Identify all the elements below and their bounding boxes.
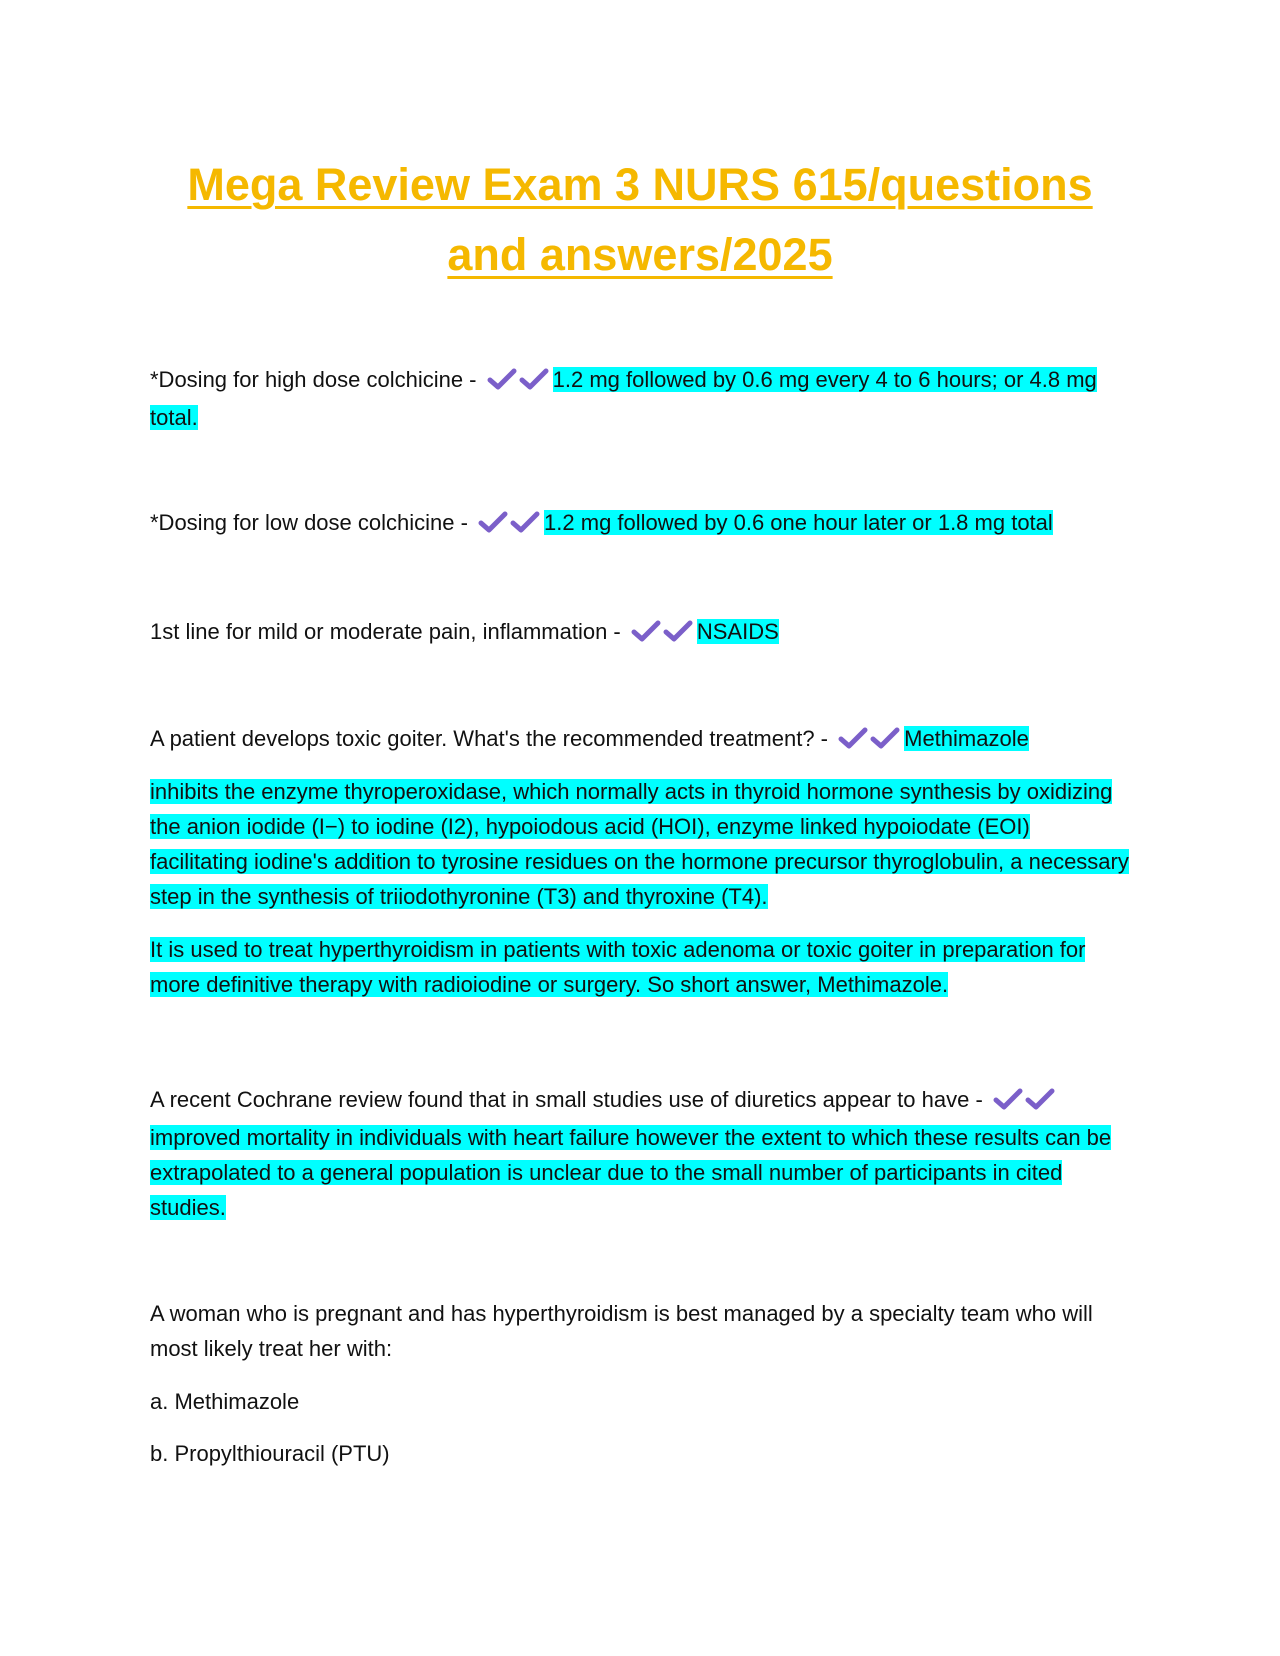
document-title: Mega Review Exam 3 NURS 615/questions and answers/2025 — [187, 159, 1093, 280]
answer-text: NSAIDS — [696, 619, 779, 644]
answer-option-a: a. Methimazole — [150, 1389, 300, 1414]
answer-text: improved mortality in individuals with heart failure however the extent to which these results can be extrapolated to a general population is unclear due to the small number of participants in cited studies. — [150, 1125, 1112, 1220]
check-mark-icon — [1025, 1088, 1055, 1110]
question-text: A patient develops toxic goiter. What's the recommended treatment? - — [150, 726, 835, 751]
check-marks — [993, 1085, 1057, 1120]
check-mark-icon — [519, 368, 549, 390]
check-mark-icon — [870, 727, 900, 749]
check-mark-icon — [487, 368, 517, 390]
answer-text: Methimazole — [904, 726, 1029, 751]
qa-item-first-line-pain — [150, 614, 1130, 652]
answer-detail-paragraph — [150, 774, 1130, 914]
check-marks — [478, 508, 542, 543]
check-marks — [838, 724, 902, 759]
question-text: 1st line for mild or moderate pain, inflammation - — [150, 619, 627, 644]
qa-item-toxic-goiter — [150, 721, 1130, 759]
answer-option-b: b. Propylthiouracil (PTU) — [150, 1441, 390, 1466]
check-mark-icon — [478, 511, 508, 533]
check-mark-icon — [631, 620, 661, 642]
check-mark-icon — [993, 1088, 1023, 1110]
answer-detail-text: inhibits the enzyme thyroperoxidase, which normally acts in thyroid hormone synthesis by oxidizing the anion iodide (I−) to iodine (I2), hypoiodous acid (HOI), enzyme linked hypoiodate (EOI) facilitating iodine's addition to tyrosine residues on the hormone precursor thyroglobulin, a necessary step in the synthesis of triiodothyronine (T3) and thyroxine (T4). — [150, 779, 1129, 909]
qa-item-cochrane-diuretics — [150, 1082, 1130, 1225]
check-mark-icon — [663, 620, 693, 642]
check-marks — [487, 365, 551, 400]
answer-detail-text: It is used to treat hyperthyroidism in patients with toxic adenoma or toxic goiter in preparation for more definitive therapy with radioiodine or surgery. So short answer, Methimazole. — [150, 937, 1086, 997]
check-marks — [631, 617, 695, 652]
qa-item-low-dose-colchicine — [150, 505, 1130, 543]
question-text: A recent Cochrane review found that in small studies use of diuretics appear to have - — [150, 1087, 989, 1112]
check-mark-icon — [838, 727, 868, 749]
question-text: *Dosing for low dose colchicine - — [150, 510, 475, 535]
check-mark-icon — [510, 511, 540, 533]
qa-item-high-dose-colchicine — [150, 362, 1130, 435]
question-text: *Dosing for high dose colchicine - — [150, 367, 483, 392]
answer-text: 1.2 mg followed by 0.6 mg every 4 to 6 hours; or 4.8 mg total. — [150, 367, 1097, 430]
question-text: A woman who is pregnant and has hyperthyroidism is best managed by a specialty team who will most likely treat her with: — [150, 1301, 1093, 1361]
qa-item-pregnant-hyperthyroidism — [150, 1296, 1130, 1366]
answer-detail-paragraph — [150, 932, 1130, 1002]
answer-text: 1.2 mg followed by 0.6 one hour later or 1.8 mg total — [544, 510, 1053, 535]
